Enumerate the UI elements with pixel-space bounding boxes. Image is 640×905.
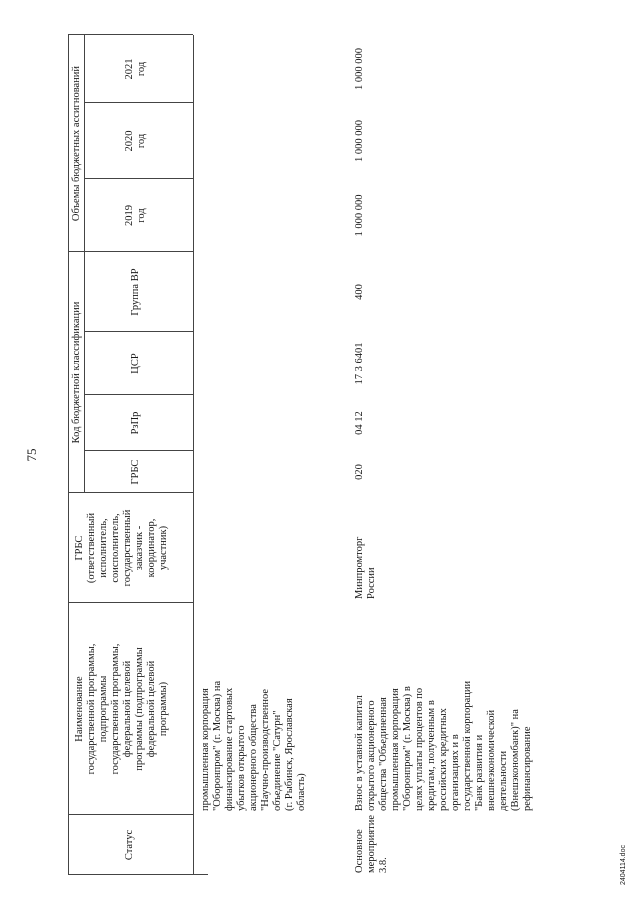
row-2-code-grbs: 020 [354,464,365,480]
header-code-rzpr: РзПр [130,411,141,435]
page-number: 75 [24,448,39,462]
table-top-border [68,35,69,875]
header-bottom-border [193,35,194,875]
header-code-grbs: ГРБС [130,459,141,485]
footer-file-name: 2404114.doc [620,845,627,885]
header-year-2020: 2020 год [124,130,147,152]
header-code-csr: ЦСР [130,353,141,374]
row-2-status: Основное мероприятие 3.8. [354,815,389,873]
header-grbs: ГРБС (ответственный исполнитель, соисполнитель, государственный заказчик - координатор, участник) [74,509,169,587]
header-allocations-group: Объемы бюджетных ассигнований [71,65,82,222]
header-budget-code-group: Код бюджетной классификации [71,301,82,444]
row-2-2019: 1 000 000 [354,194,365,237]
row-2-code-csr: 17 3 6401 [354,342,365,385]
header-year-2021: 2021 год [124,58,147,80]
row-2-2021: 1 000 000 [354,48,365,90]
row-2-code-rzpr: 04 12 [354,411,365,435]
row-1-name: промышленная корпорация "Оборонпром" (г. Москва) на финансирование стартовых убытков открытого акционерного общества "Научно-производственное объединение "Сатурн" (г. Рыбинск, Ярославская область) [200,680,307,811]
row-2-name: Взнос в уставной капитал открытого акционерного общества "Объединенная промышленная корпорация "Оборонпром" (г. Москва) в целях уплаты процентов по кредитам, полученным в российских кредитных организациях и в государственной корпорации "Банк развития и внешнеэкономической деятельности (Внешэкономбанк)" на рефинансирование [354,680,533,811]
header-name: Наименование государственной программы, подпрограммы государственной программы, федеральной целевой программы (подпрограммы федеральной целевой программы) [74,643,169,775]
row-2-grbs: Минпромторг России [354,536,377,599]
header-year-2019: 2019 год [124,205,147,226]
left-border-tail [193,874,208,875]
subheader-divider [84,35,85,493]
header-status: Статус [124,829,135,861]
header-code-vr: Группа ВР [130,268,141,316]
row-2-code-vr: 400 [354,284,365,300]
row-2-2020: 1 000 000 [354,120,365,162]
